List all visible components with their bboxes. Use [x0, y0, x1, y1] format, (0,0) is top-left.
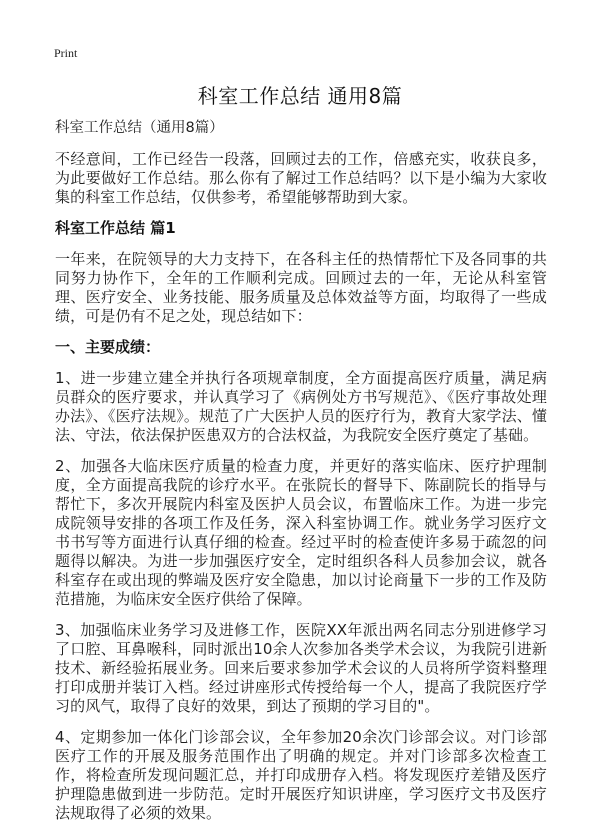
achievements-heading: 一、主要成绩：	[55, 338, 161, 356]
document-subtitle: 科室工作总结（通用8篇）	[55, 120, 224, 136]
document-body	[55, 119, 547, 835]
print-link[interactable]: Print	[54, 46, 78, 60]
achievement-item-4: 4、定期参加一体化门诊部会议，全年参加20余次门诊部会议。对门诊部医疗工作的开展及服务范围作出了明确的规定。并对门诊部多次检查工作，将检查所发现问题汇总，并打印成册存入档。将发现医疗差错及医疗护理隐患做到进一步防范。定时开展医疗知识讲座，学习医疗文书及医疗法规取得了必须的效果。	[55, 728, 547, 822]
achievement-item-3: 3、加强临床业务学习及进修工作，医院XX年派出两名同志分别进修学习了口腔、耳鼻喉科，同时派出10余人次参加各类学术会议，为我院引进新技术、新经验拓展业务。回来后要求参加学术会议的人员将所学资料整理打印成册并装订入档。经过讲座形式传授给每一个人，提高了我院医疗学习的风气，取得了良好的效果，到达了预期的学习目的"。	[55, 621, 547, 715]
intro-paragraph: 不经意间，工作已经告一段落，回顾过去的工作，倍感充实，收获良多，为此要做好工作总结。那么你有了解过工作总结吗？以下是小编为大家收集的科室工作总结，仅供参考，希望能够帮助到大家。	[55, 150, 547, 206]
opening-paragraph: 一年来，在院领导的大力支持下，在各科主任的热情帮忙下及各同事的共同努力协作下，全年的工作顺利完成。回顾过去的一年，无论从科室管理、医疗安全、业务技能、服务质量及总体效益等方面，均取得了一些成绩，可是仍有不足之处，现总结如下：	[55, 250, 547, 325]
section-heading: 科室工作总结 篇1	[55, 219, 176, 237]
page-title: 科室工作总结 通用8篇	[197, 84, 403, 108]
achievement-item-2: 2、加强各大临床医疗质量的检查力度，并更好的落实临床、医疗护理制度，全方面提高我院的诊疗水平。在张院长的督导下、陈副院长的指导与帮忙下，多次开展院内科室及医护人员会议，布置临床工作。为进一步完成院领导安排的各项工作及任务，深入科室协调工作。就业务学习医疗文书书写等方面进行认真仔细的检查。经过平时的检查使许多易于疏忽的问题得以解决。为进一步加强医疗安全，定时组织各科人员参加会议，就各科室存在或出现的弊端及医疗安全隐患，加以讨论商量下一步的工作及防范措施，为临床安全医疗供给了保障。	[55, 457, 547, 608]
achievement-item-1: 1、进一步建立建全并执行各项规章制度，全方面提高医疗质量，满足病员群众的医疗要求，并认真学习了《病例处方书写规范》、《医疗事故处理办法》、《医疗法规》。规范了广大医护人员的医疗行为，教育大家学法、懂法、守法，依法保护医患双方的合法权益，为我院安全医疗奠定了基础。	[55, 369, 547, 444]
